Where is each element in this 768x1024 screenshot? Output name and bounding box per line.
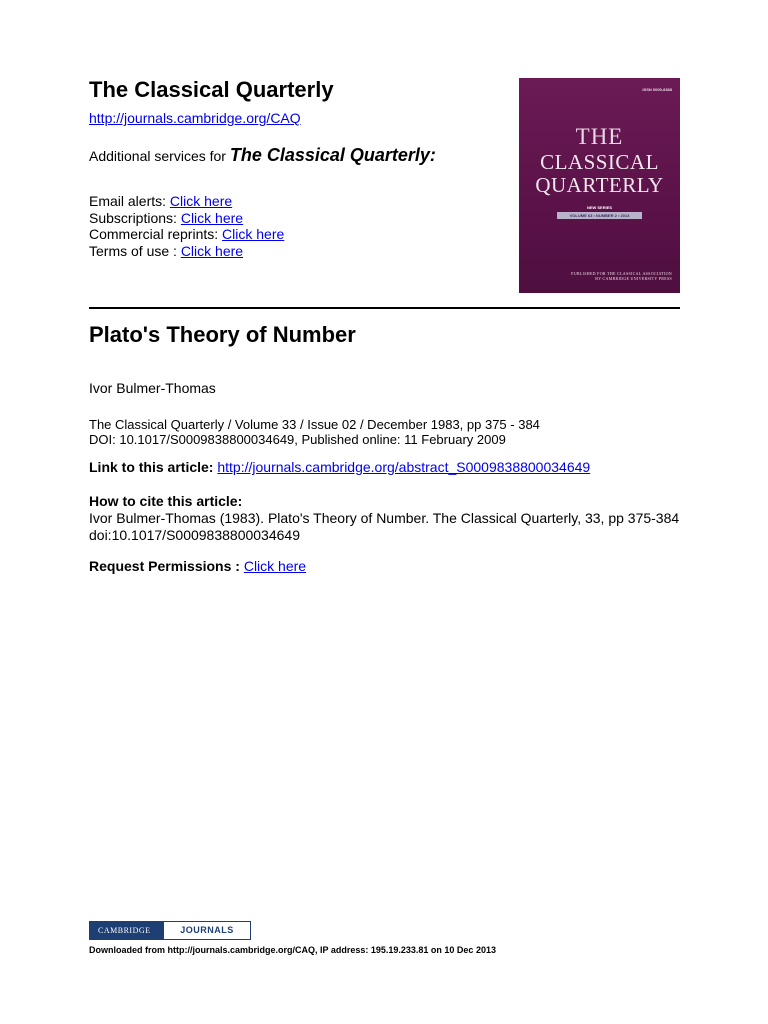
email-alerts-link[interactable]: Click here: [169, 193, 233, 209]
cover-new-series: NEW SERIES: [586, 205, 613, 210]
cover-publisher: [571, 271, 672, 281]
cover-publisher-line: BY CAMBRIDGE UNIVERSITY PRESS: [595, 276, 672, 281]
section-divider: [89, 307, 680, 309]
article-link-label: Link to this article:: [89, 459, 218, 475]
subscriptions-link[interactable]: Click here: [180, 209, 244, 226]
request-permissions-row: [89, 558, 306, 574]
journal-url-link[interactable]: http://journals.cambridge.org/CAQ: [89, 110, 301, 126]
service-list: [89, 193, 284, 259]
request-permissions-link[interactable]: Click here: [243, 558, 307, 574]
service-subscriptions: [89, 210, 284, 227]
cover-title-quarterly: QUARTERLY: [535, 173, 664, 197]
commercial-reprints-link[interactable]: Click here: [222, 226, 285, 242]
request-permissions-label: Request Permissions :: [89, 558, 244, 574]
cambridge-journals-logo: [89, 921, 251, 940]
how-to-cite: [89, 493, 689, 544]
article-title: Plato's Theory of Number: [89, 322, 356, 347]
cover-title-the: THE: [575, 124, 624, 149]
additional-services-heading: [89, 145, 436, 166]
service-label: Subscriptions:: [89, 209, 181, 226]
citation-details: [89, 417, 540, 447]
service-label: Email alerts:: [89, 193, 170, 209]
citation-line: The Classical Quarterly / Volume 33 / Issue 02 / December 1983, pp 375 - 384: [89, 417, 540, 432]
services-prefix: Additional services for: [89, 148, 230, 164]
service-label: Commercial reprints:: [89, 226, 223, 242]
service-terms-of-use: [89, 243, 284, 260]
download-notice: Downloaded from http://journals.cambridge.org/CAQ, IP address: 195.19.233.81 on 10 Dec 2013: [89, 945, 496, 955]
logo-cambridge: CAMBRIDGE: [90, 922, 164, 939]
journal-cover-image: [519, 78, 680, 293]
terms-of-use-link[interactable]: Click here: [180, 242, 244, 259]
cover-publisher-line: PUBLISHED FOR THE CLASSICAL ASSOCIATION: [571, 271, 672, 276]
cover-issn: ISSN 0009-8388: [642, 87, 672, 92]
article-author: Ivor Bulmer-Thomas: [89, 380, 216, 396]
cover-volume-band: VOLUME 63 • NUMBER 2 • 2013: [557, 212, 642, 219]
service-email-alerts: [89, 193, 284, 210]
how-to-cite-text: Ivor Bulmer-Thomas (1983). Plato's Theory of Number. The Classical Quarterly, 33, pp 375-384 doi:10.1017/S0009838800034649: [89, 510, 680, 543]
journal-title: The Classical Quarterly: [89, 77, 334, 102]
doi-line: DOI: 10.1017/S0009838800034649, Published online: 11 February 2009: [89, 432, 506, 447]
logo-journals: JOURNALS: [164, 922, 250, 939]
cover-title-classical: CLASSICAL: [540, 150, 659, 174]
service-commercial-reprints: [89, 226, 284, 243]
how-to-cite-label: How to cite this article:: [89, 493, 243, 509]
service-label: Terms of use :: [89, 242, 181, 259]
services-journal-name: The Classical Quarterly:: [229, 145, 436, 165]
article-abstract-link[interactable]: http://journals.cambridge.org/abstract_S0009838800034649: [217, 459, 591, 475]
article-link-row: [89, 459, 590, 475]
